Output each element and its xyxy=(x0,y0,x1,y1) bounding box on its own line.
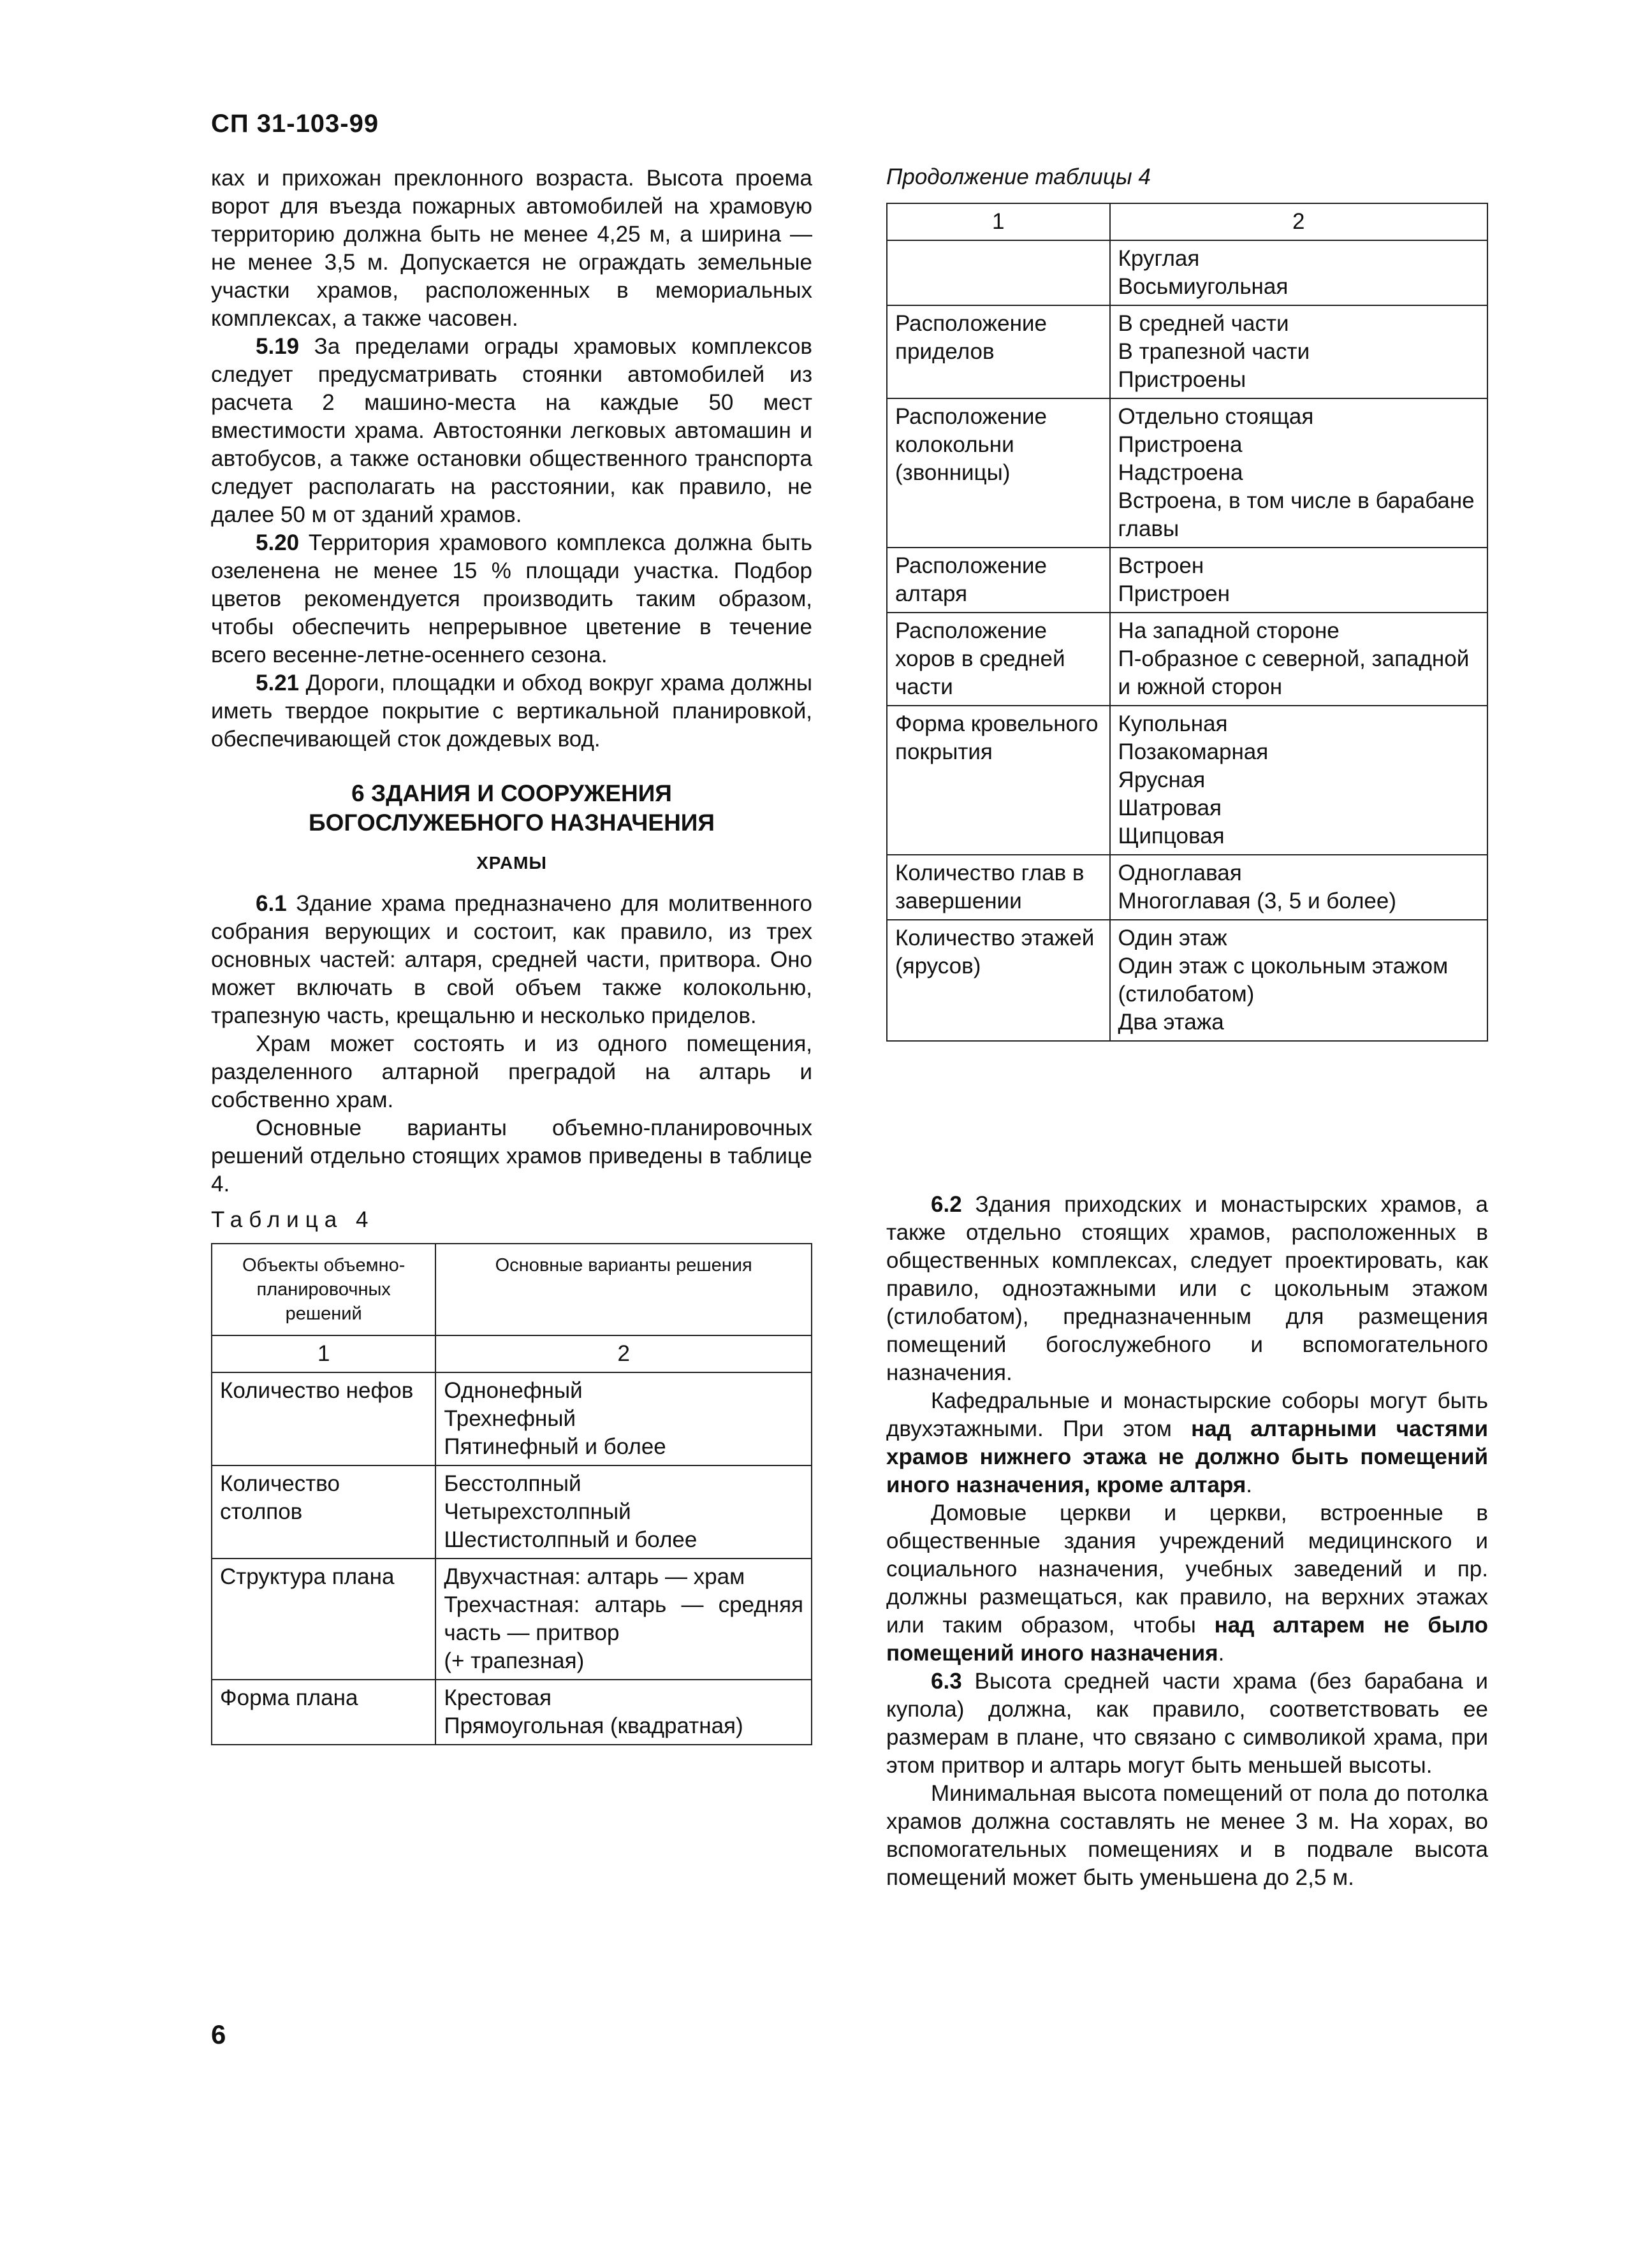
paragraph-5-19 xyxy=(211,333,812,529)
clause-number: 5.19 xyxy=(256,334,300,359)
variant: Ярусная xyxy=(1118,767,1206,792)
table-cell-object: Количество этажей (ярусов) xyxy=(887,920,1110,1041)
section-title-line: 6 ЗДАНИЯ И СООРУЖЕНИЯ xyxy=(351,780,672,806)
clause-text: Территория храмового комплекса должна быть озеленена не менее 15 % площади участка. Подбор цветов рекомендуется производить таким образом, чтобы обеспечить непрерывное цветение в течение всего весенне-летне-осеннего сезона. xyxy=(211,530,812,667)
table-cell-object: Расположение хоров в средней части xyxy=(887,613,1110,706)
bold-text: над алтарем не было помещений иного назначения xyxy=(886,1613,1488,1666)
table-row xyxy=(887,855,1487,920)
table-4-continued xyxy=(886,203,1488,1042)
variant: Шестистолпный и более xyxy=(444,1527,698,1552)
variant: Восьмиугольная xyxy=(1118,274,1289,299)
table-cell-variants xyxy=(1110,706,1487,855)
table-row xyxy=(212,1559,812,1680)
table-row xyxy=(212,1465,812,1559)
clause-text: За пределами ограды храмовых комплексов следует предусматривать стоянки автомобилей из расчета 2 машино-места на каждые 50 мест вместимости храма. Автостоянки легковых автомашин и автобусов, а также остановки общественного транспорта следует располагать на расстоянии, как правило, не далее 50 м от зданий храмов. xyxy=(211,334,812,527)
paragraph: Основные варианты объемно-планировочных решений отдельно стоящих храмов приведены в таблице 4. xyxy=(211,1116,812,1196)
text: . xyxy=(1246,1472,1253,1497)
paragraph-5-20 xyxy=(211,529,812,669)
variant: Трехнефный xyxy=(444,1406,576,1431)
clause-text: Здание храма предназначено для молитвенного собрания верующих и состоит, как правило, из трех основных частей: алтаря, средней части, притвора. Оно может включать в свой объем также колокольню, трапезную часть, крещальню и несколько приделов. xyxy=(211,891,812,1028)
table-cell-object: Расположение колокольни (звонницы) xyxy=(887,398,1110,548)
variant: В средней части xyxy=(1118,311,1289,336)
table-cell-object: Форма кровельного покрытия xyxy=(887,706,1110,855)
variant: Встроен xyxy=(1118,553,1204,578)
table-cell-variants xyxy=(435,1559,812,1680)
table-cell-variants xyxy=(435,1465,812,1559)
variant: (+ трапезная) xyxy=(444,1648,585,1673)
section-title xyxy=(211,779,812,838)
variant: Прямоугольная (квадратная) xyxy=(444,1713,743,1738)
table-column-number: 1 xyxy=(212,1335,435,1372)
table-cell-object: Расположение приделов xyxy=(887,305,1110,398)
right-column-text xyxy=(886,1191,1488,1892)
table-cell-variants xyxy=(435,1372,812,1465)
paragraph xyxy=(886,1387,1488,1499)
clause-text: Здания приходских и монастырских храмов, а также отдельно стоящих храмов, расположенных в общественных комплексах, следует проектировать, как правило, одноэтажными или с цокольным этажом (стилобатом), предназначенным для размещения помещений богослужебного и вспомогательного назначения. xyxy=(886,1192,1488,1385)
document-code: СП 31-103-99 xyxy=(211,110,379,138)
variant: Пристроена xyxy=(1118,432,1243,457)
table-row xyxy=(887,398,1487,548)
variant: Двухчастная: алтарь — храм xyxy=(444,1564,745,1589)
variant: Один этаж с цокольным этажом (стилобатом) xyxy=(1118,954,1449,1007)
variant: П-образное с северной, западной и южной сторон xyxy=(1118,646,1470,699)
table-cell-object xyxy=(887,240,1110,305)
section-title-line: БОГОСЛУЖЕБНОГО НАЗНАЧЕНИЯ xyxy=(308,810,715,836)
table-column-number: 1 xyxy=(887,203,1110,240)
variant: Шатровая xyxy=(1118,796,1222,820)
paragraph: Минимальная высота помещений от пола до потолка храмов должна составлять не менее 3 м. На хорах, во вспомогательных помещениях и в подвале высота помещений может быть уменьшена до 2,5 м. xyxy=(886,1781,1488,1890)
variant: Круглая xyxy=(1118,246,1200,271)
table-column-number: 2 xyxy=(435,1335,812,1372)
table-cell-object: Количество столпов xyxy=(212,1465,435,1559)
bold-text: над алтарными частями храмов нижнего этажа не должно быть помещений иного назначения, кроме алтаря xyxy=(886,1416,1488,1497)
clause-text: Дороги, площадки и обход вокруг храма должны иметь твердое покрытие с вертикальной планировкой, обеспечивающей сток дождевых вод. xyxy=(211,671,812,752)
text: Домовые церкви и церкви, встроенные в общественные здания учреждений медицинского и социального назначения, учебных заведений и пр. должны размещаться, как правило, на верхних этажах или таким образом, чтобы xyxy=(886,1501,1488,1638)
variant: Одноглавая xyxy=(1118,861,1242,885)
table-cell-object: Расположение алтаря xyxy=(887,548,1110,613)
table-row xyxy=(887,240,1487,305)
table-cell-object: Структура плана xyxy=(212,1559,435,1680)
table-continuation-caption: Продолжение таблицы 4 xyxy=(886,164,1151,189)
table-cell-object: Количество нефов xyxy=(212,1372,435,1465)
variant: Однонефный xyxy=(444,1378,583,1403)
table-row xyxy=(212,1372,812,1465)
paragraph-6-2 xyxy=(886,1191,1488,1387)
variant: Четырехстолпный xyxy=(444,1499,631,1524)
table-row xyxy=(887,920,1487,1041)
variant: Позакомарная xyxy=(1118,739,1269,764)
variant: В трапезной части xyxy=(1118,339,1310,364)
table-cell-variants xyxy=(1110,548,1487,613)
table-row xyxy=(887,613,1487,706)
table-cell-variants xyxy=(1110,398,1487,548)
table-row xyxy=(212,1680,812,1745)
variant: Два этажа xyxy=(1118,1010,1224,1035)
variant: Купольная xyxy=(1118,711,1228,736)
paragraph-continued: ках и прихожан преклонного возраста. Высота проема ворот для въезда пожарных автомобилей на храмовую территорию должна быть не менее 4,25 м, а ширина — не менее 3,5 м. Допускается не ограждать земельные участки храмов, расположенных в мемориальных комплексах, а также часовен. xyxy=(211,166,812,331)
table-header-cell: Объекты объемно-планировочных решений xyxy=(212,1244,435,1335)
variant: Встроена, в том числе в барабане главы xyxy=(1118,488,1475,541)
table-cell-object: Количество глав в завершении xyxy=(887,855,1110,920)
table-row xyxy=(887,706,1487,855)
paragraph xyxy=(886,1499,1488,1668)
table-cell-variants xyxy=(1110,305,1487,398)
table-number-row xyxy=(887,203,1487,240)
variant: Многоглавая (3, 5 и более) xyxy=(1118,889,1396,913)
table-4 xyxy=(211,1243,812,1745)
subsection-title: ХРАМЫ xyxy=(476,853,547,873)
clause-number: 5.21 xyxy=(256,671,300,695)
paragraph-6-3 xyxy=(886,1668,1488,1780)
text: Кафедральные и монастырские соборы могут быть двухэтажными. При этом xyxy=(886,1388,1488,1441)
paragraph: Храм может состоять и из одного помещения, разделенного алтарной преградой на алтарь и собственно храм. xyxy=(211,1031,812,1112)
left-column xyxy=(211,164,812,1745)
table-row xyxy=(887,305,1487,398)
table-cell-variants xyxy=(1110,855,1487,920)
table-number-row xyxy=(212,1335,812,1372)
table-header-cell: Основные варианты решения xyxy=(435,1244,812,1335)
table-cell-object: Форма плана xyxy=(212,1680,435,1745)
clause-number: 5.20 xyxy=(256,530,300,555)
table-cell-variants xyxy=(1110,613,1487,706)
clause-number: 6.1 xyxy=(256,891,287,916)
variant: Надстроена xyxy=(1118,460,1243,485)
variant: Бесстолпный xyxy=(444,1471,581,1496)
variant: Пристроен xyxy=(1118,581,1230,606)
variant: Щипцовая xyxy=(1118,824,1225,848)
variant: Крестовая xyxy=(444,1685,552,1710)
clause-number: 6.3 xyxy=(931,1669,962,1694)
variant: Отдельно стоящая xyxy=(1118,404,1314,429)
table-cell-variants xyxy=(1110,920,1487,1041)
variant: Один этаж xyxy=(1118,926,1227,950)
table-cell-variants xyxy=(435,1680,812,1745)
clause-text: Высота средней части храма (без барабана и купола) должна, как правило, соответствовать ее размерам в плане, что связано с символикой храма, при этом притвор и алтарь могут быть меньшей высоты. xyxy=(886,1669,1488,1778)
text: . xyxy=(1218,1641,1225,1666)
variant: На западной стороне xyxy=(1118,618,1340,643)
variant: Трехчастная: алтарь — средняя часть — притвор xyxy=(444,1592,803,1645)
clause-number: 6.2 xyxy=(931,1192,962,1217)
table-row xyxy=(887,548,1487,613)
paragraph-6-1 xyxy=(211,890,812,1030)
table-header-row xyxy=(212,1244,812,1335)
variant: Пристроены xyxy=(1118,367,1246,392)
paragraph-5-21 xyxy=(211,669,812,753)
variant: Пятинефный и более xyxy=(444,1434,666,1459)
table-caption: Таблица 4 xyxy=(211,1207,375,1232)
table-cell-variants xyxy=(1110,240,1487,305)
page-number: 6 xyxy=(211,2019,226,2049)
table-column-number: 2 xyxy=(1110,203,1487,240)
